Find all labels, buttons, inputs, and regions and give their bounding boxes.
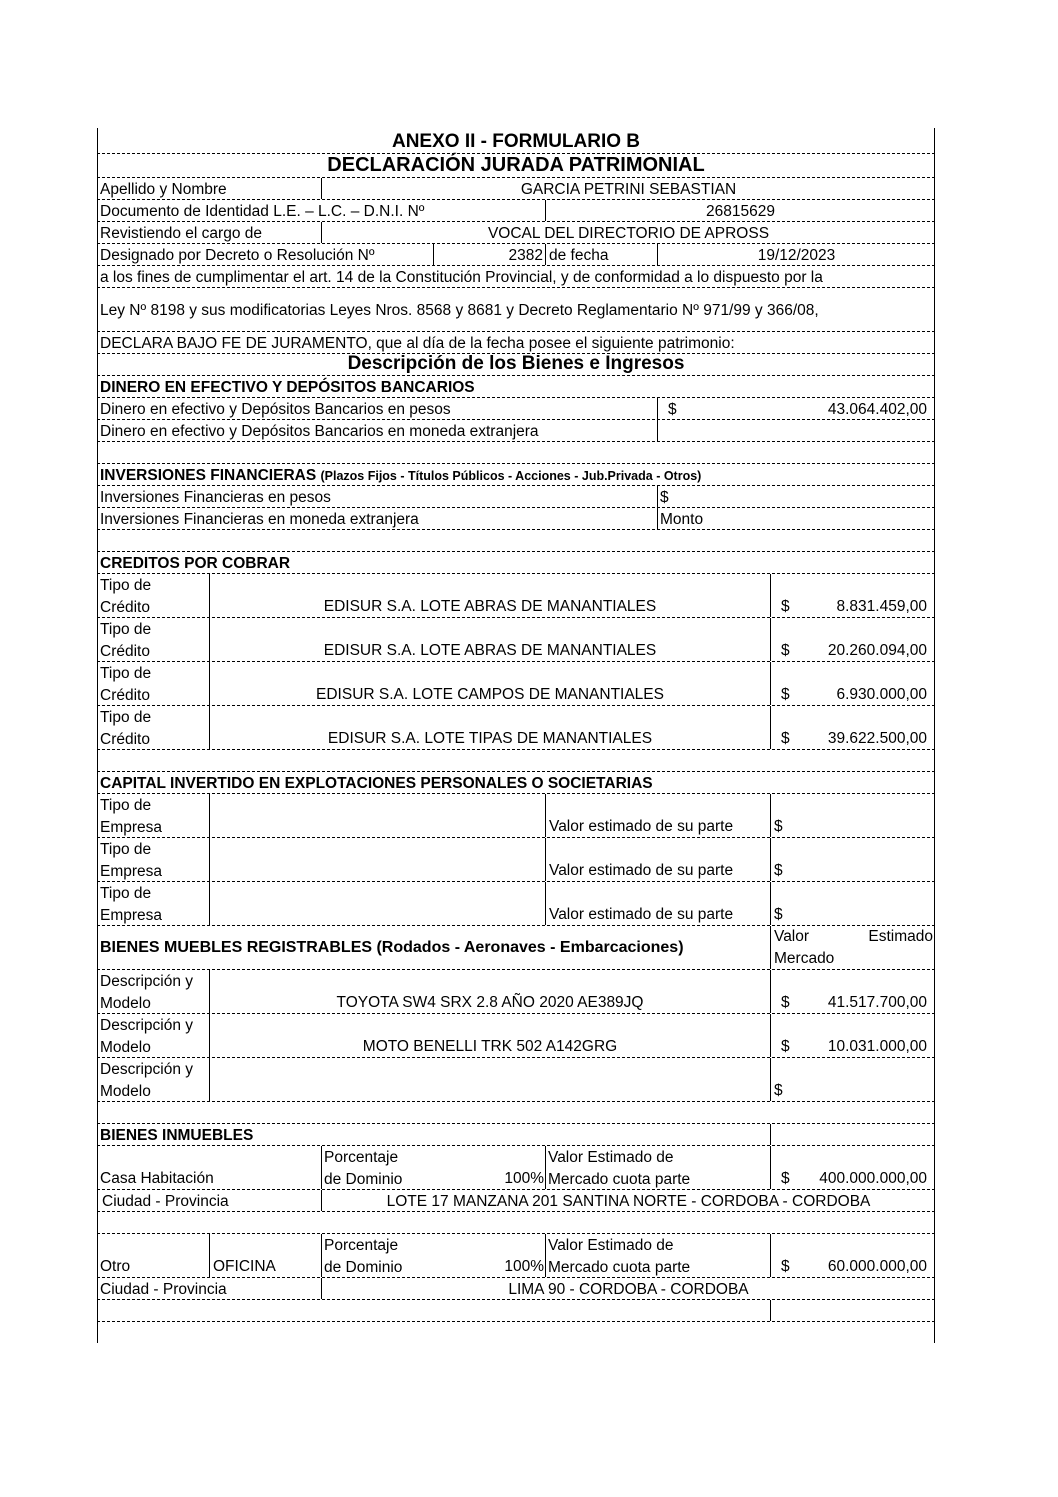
dinero-pesos-label: Dinero en efectivo y Depósitos Bancarios en pesos xyxy=(100,401,451,418)
inmueble-value-cell xyxy=(770,1234,935,1277)
credito-description-cell xyxy=(209,618,770,661)
inversiones-pesos-label: Inversiones Financieras en pesos xyxy=(100,489,331,506)
inversiones-heading xyxy=(100,467,701,485)
inmueble-detalle: OFICINA xyxy=(213,1258,276,1275)
document-row xyxy=(97,200,935,222)
inmueble-value: 60.000.000,00 xyxy=(827,1258,927,1275)
inmueble-tipo-cell xyxy=(97,1146,214,1189)
mueble-description: TOYOTA SW4 SRX 2.8 AÑO 2020 AE389JQ xyxy=(336,994,644,1011)
credito-label-bottom: Crédito xyxy=(100,643,150,660)
empresa-currency: $ xyxy=(774,818,783,835)
declaration-form xyxy=(97,128,935,1322)
muebles-valor-word-2: Estimado xyxy=(868,928,933,945)
inversiones-heading-detail: (Plazos Fijos - Títulos Públicos - Acciones - Jub.Privada - Otros) xyxy=(320,469,702,483)
decreto-label: Designado por Decreto o Resolución Nº xyxy=(100,247,375,264)
credito-row xyxy=(97,618,935,662)
credito-row xyxy=(97,706,935,750)
empresa-row xyxy=(97,838,935,882)
inversiones-ext-row xyxy=(97,508,935,530)
credito-value-cell xyxy=(770,662,935,705)
mueble-currency: $ xyxy=(781,994,790,1011)
inmueble-valor-label-bottom: Mercado cuota parte xyxy=(548,1171,691,1188)
empresa-label-top: Tipo de xyxy=(100,885,152,902)
capital-heading-row xyxy=(97,772,935,794)
inmueble-porcentaje-label-cell xyxy=(321,1234,433,1277)
capital-heading: CAPITAL INVERTIDO EN EXPLOTACIONES PERSONALES O SOCIETARIAS xyxy=(100,775,653,792)
mueble-row xyxy=(97,1014,935,1058)
inmueble-porcentaje-label-top: Porcentaje xyxy=(324,1237,399,1254)
inversiones-heading-row xyxy=(97,464,935,486)
credito-description-cell xyxy=(209,574,770,617)
inmueble-porcentaje-label-bottom: de Dominio xyxy=(324,1259,403,1276)
credito-value: 8.831.459,00 xyxy=(836,598,927,615)
declaration-line-1: a los fines de cumplimentar el art. 14 de la Constitución Provincial, y de conformidad a lo dispuesto por la xyxy=(100,269,823,286)
credito-label-bottom: Crédito xyxy=(100,599,150,616)
credito-label-top: Tipo de xyxy=(100,665,152,682)
muebles-valor-line-2: Mercado xyxy=(774,950,835,967)
dinero-pesos-value: 43.064.402,00 xyxy=(827,401,927,418)
fecha-label: de fecha xyxy=(545,244,657,265)
credito-currency: $ xyxy=(781,730,790,747)
dinero-pesos-currency: $ xyxy=(657,398,935,419)
section-title: Descripción de los Bienes e Ingresos xyxy=(347,353,685,374)
inmueble-currency: $ xyxy=(781,1170,790,1187)
mueble-currency: $ xyxy=(781,1038,790,1055)
form-subtitle-row xyxy=(97,154,935,178)
credito-value-cell xyxy=(770,618,935,661)
inmuebles-heading-row xyxy=(97,1124,935,1146)
spacer-row xyxy=(97,530,935,552)
fecha-value: 19/12/2023 xyxy=(657,244,935,265)
credito-label-top: Tipo de xyxy=(100,621,152,638)
dinero-pesos-row xyxy=(97,398,935,420)
inmueble-valor-label-cell xyxy=(545,1146,770,1189)
inmueble-row xyxy=(97,1234,935,1278)
credito-label-bottom: Crédito xyxy=(100,687,150,704)
inversiones-heading-title: INVERSIONES FINANCIERAS xyxy=(100,467,317,484)
name-row xyxy=(97,178,935,200)
spacer-row xyxy=(97,1102,935,1124)
muebles-heading-row xyxy=(97,926,935,970)
credito-description-cell xyxy=(209,662,770,705)
declaration-line-2: Ley Nº 8198 y sus modificatorias Leyes Nros. 8568 y 8681 y Decreto Reglamentario Nº 971/99 y 366/08, xyxy=(100,302,819,319)
inversiones-ext-label: Inversiones Financieras en moneda extranjera xyxy=(100,511,419,528)
credito-description: EDISUR S.A. LOTE ABRAS DE MANANTIALES xyxy=(323,642,657,659)
inmueble-porcentaje-cell xyxy=(433,1234,545,1277)
empresa-label-bottom: Empresa xyxy=(100,863,163,880)
mueble-label-top: Descripción y xyxy=(100,1017,194,1034)
inmueble-tipo: Casa Habitación xyxy=(100,1170,214,1187)
spacer-row xyxy=(97,442,935,464)
empresa-valor-cell xyxy=(545,794,770,837)
credito-value: 20.260.094,00 xyxy=(827,642,927,659)
section-title-row xyxy=(97,354,935,376)
empresa-currency: $ xyxy=(774,862,783,879)
credito-value: 6.930.000,00 xyxy=(836,686,927,703)
credito-row xyxy=(97,662,935,706)
mueble-row xyxy=(97,1058,935,1102)
mueble-row xyxy=(97,970,935,1014)
inmueble-detalle-cell xyxy=(209,1234,321,1277)
empresa-currency: $ xyxy=(774,906,783,923)
empresa-label-bottom: Empresa xyxy=(100,907,163,924)
final-value-cell xyxy=(770,1300,935,1321)
credito-value: 39.622.500,00 xyxy=(827,730,927,747)
inversiones-pesos-row xyxy=(97,486,935,508)
mueble-description-cell xyxy=(209,1058,770,1101)
cargo-row xyxy=(97,222,935,244)
cargo-label: Revistiendo el cargo de xyxy=(100,225,262,242)
declaration-line-3: DECLARA BAJO FE DE JURAMENTO, que al día de la fecha posee el siguiente patrimonio: xyxy=(100,335,735,352)
dinero-ext-value xyxy=(657,420,935,441)
declaration-line-3-row xyxy=(97,332,935,354)
mueble-label-bottom: Modelo xyxy=(100,1039,151,1056)
mueble-description-cell xyxy=(209,1014,770,1057)
mueble-label-top: Descripción y xyxy=(100,1061,194,1078)
form-subtitle: DECLARACIÓN JURADA PATRIMONIAL xyxy=(327,154,705,176)
credito-currency: $ xyxy=(781,598,790,615)
dinero-heading-row xyxy=(97,376,935,398)
credito-description-cell xyxy=(209,706,770,749)
spacer-row xyxy=(97,750,935,772)
inmueble-porcentaje: 100% xyxy=(504,1258,544,1275)
inmueble-currency: $ xyxy=(781,1258,790,1275)
form-title: ANEXO II - FORMULARIO B xyxy=(391,131,641,152)
mueble-value: 41.517.700,00 xyxy=(827,994,927,1011)
mueble-description: MOTO BENELLI TRK 502 A142GRG xyxy=(362,1038,618,1055)
credito-label-top: Tipo de xyxy=(100,577,152,594)
inmueble-ubicacion-row xyxy=(97,1278,935,1300)
muebles-valor-line-1 xyxy=(774,928,933,946)
dinero-heading: DINERO EN EFECTIVO Y DEPÓSITOS BANCARIOS xyxy=(100,379,475,396)
empresa-valor-label: Valor estimado de su parte xyxy=(549,906,734,923)
muebles-valor-word-1: Valor xyxy=(774,928,810,945)
inmueble-porcentaje-label-top: Porcentaje xyxy=(324,1149,399,1166)
declaration-line-2-row xyxy=(97,288,935,332)
mueble-label-top: Descripción y xyxy=(100,973,194,990)
empresa-label-top: Tipo de xyxy=(100,841,152,858)
inmuebles-heading: BIENES INMUEBLES xyxy=(100,1127,254,1144)
inversiones-pesos-currency: $ xyxy=(657,486,935,507)
inmueble-valor-label-cell xyxy=(545,1234,770,1277)
empresa-description xyxy=(209,794,545,837)
dinero-ext-label: Dinero en efectivo y Depósitos Bancarios en moneda extranjera xyxy=(100,423,539,440)
decreto-number: 2382 xyxy=(433,244,545,265)
creditos-heading: CREDITOS POR COBRAR xyxy=(100,555,291,572)
inmueble-tipo: Otro xyxy=(100,1258,131,1275)
empresa-value-cell xyxy=(770,882,935,925)
empresa-value-cell xyxy=(770,794,935,837)
document-value: 26815629 xyxy=(545,200,935,221)
credito-description: EDISUR S.A. LOTE ABRAS DE MANANTIALES xyxy=(323,598,657,615)
mueble-value-cell xyxy=(770,970,935,1013)
credito-label-top: Tipo de xyxy=(100,709,152,726)
mueble-description-cell xyxy=(209,970,770,1013)
inmueble-porcentaje-cell xyxy=(433,1146,545,1189)
empresa-row xyxy=(97,794,935,838)
empresa-description xyxy=(209,882,545,925)
declaration-line-1-row xyxy=(97,266,935,288)
inversiones-ext-monto: Monto xyxy=(657,508,935,529)
mueble-value-cell xyxy=(770,1014,935,1057)
decreto-row xyxy=(97,244,935,266)
empresa-row xyxy=(97,882,935,926)
spacer-row xyxy=(97,1212,935,1234)
mueble-currency: $ xyxy=(774,1082,783,1099)
credito-value-cell xyxy=(770,574,935,617)
form-title-row xyxy=(97,128,935,154)
empresa-label-top: Tipo de xyxy=(100,797,152,814)
empresa-valor-label: Valor estimado de su parte xyxy=(549,818,734,835)
mueble-label-bottom: Modelo xyxy=(100,995,151,1012)
credito-currency: $ xyxy=(781,686,790,703)
mueble-label-bottom: Modelo xyxy=(100,1083,151,1100)
empresa-valor-cell xyxy=(545,882,770,925)
inmueble-porcentaje: 100% xyxy=(504,1170,544,1187)
credito-currency: $ xyxy=(781,642,790,659)
inmueble-detalle-cell xyxy=(209,1146,321,1189)
empresa-description xyxy=(209,838,545,881)
inmueble-valor-label-top: Valor Estimado de xyxy=(548,1149,674,1166)
inmueble-value-cell xyxy=(770,1146,935,1189)
inmueble-row xyxy=(97,1146,935,1190)
credito-description: EDISUR S.A. LOTE CAMPOS DE MANANTIALES xyxy=(316,686,664,703)
inmueble-ciudad-label: Ciudad - Provincia xyxy=(100,1281,227,1298)
empresa-value-cell xyxy=(770,838,935,881)
name-value: GARCIA PETRINI SEBASTIAN xyxy=(321,178,935,199)
muebles-heading: BIENES MUEBLES REGISTRABLES (Rodados - Aeronaves - Embarcaciones) xyxy=(100,939,684,956)
name-label: Apellido y Nombre xyxy=(100,181,227,198)
empresa-valor-label: Valor estimado de su parte xyxy=(549,862,734,879)
mueble-value: 10.031.000,00 xyxy=(827,1038,927,1055)
inmueble-ubicacion: LOTE 17 MANZANA 201 SANTINA NORTE - CORDOBA - CORDOBA xyxy=(321,1190,935,1211)
inmueble-valor-label-top: Valor Estimado de xyxy=(548,1237,674,1254)
empresa-label-bottom: Empresa xyxy=(100,819,163,836)
inmueble-value: 400.000.000,00 xyxy=(819,1170,927,1187)
document-label: Documento de Identidad L.E. – L.C. – D.N.I. Nº xyxy=(100,203,425,220)
creditos-heading-row xyxy=(97,552,935,574)
inmueble-ubicacion: LIMA 90 - CORDOBA - CORDOBA xyxy=(321,1278,935,1299)
inmueble-valor-label-bottom: Mercado cuota parte xyxy=(548,1259,691,1276)
muebles-valor-header xyxy=(770,926,935,969)
inmueble-ubicacion-row xyxy=(97,1190,935,1212)
final-row xyxy=(97,1300,935,1322)
inmueble-tipo-cell xyxy=(97,1234,209,1277)
inmueble-porcentaje-label-bottom: de Dominio xyxy=(324,1171,403,1188)
empresa-valor-cell xyxy=(545,838,770,881)
credito-value-cell xyxy=(770,706,935,749)
cargo-value: VOCAL DEL DIRECTORIO DE APROSS xyxy=(321,222,935,243)
mueble-value-cell xyxy=(770,1058,935,1101)
inmueble-porcentaje-label-cell xyxy=(321,1146,433,1189)
credito-description: EDISUR S.A. LOTE TIPAS DE MANANTIALES xyxy=(327,730,653,747)
credito-label-bottom: Crédito xyxy=(100,731,150,748)
dinero-ext-row xyxy=(97,420,935,442)
credito-row xyxy=(97,574,935,618)
inmueble-ciudad-label: Ciudad - Provincia xyxy=(102,1193,229,1210)
inmuebles-heading-value-cell xyxy=(770,1124,935,1145)
